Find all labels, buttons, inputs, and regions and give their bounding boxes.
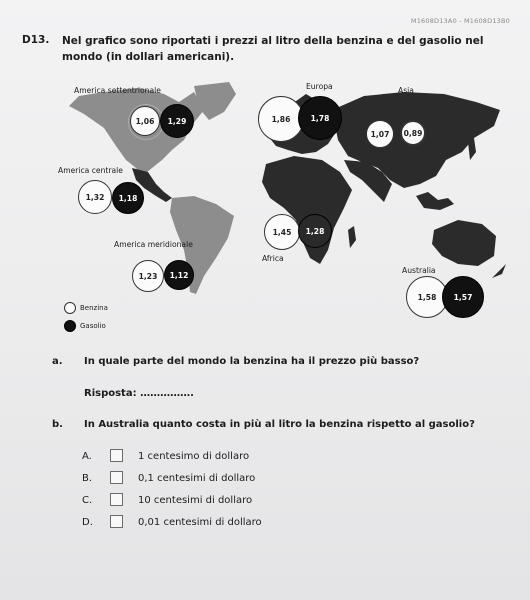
bubble-gasolio-central-america: 1,18 bbox=[112, 182, 144, 214]
part-b-text: In Australia quanto costa in più al litro la benzina rispetto al gasolio? bbox=[84, 419, 475, 430]
label-australia: Australia bbox=[402, 266, 436, 275]
option-a-letter: A. bbox=[82, 451, 92, 462]
answer-field[interactable]: Risposta: ……………. bbox=[84, 388, 194, 399]
question-text: Nel grafico sono riportati i prezzi al litro della benzina e del gasolio nel mondo (in dollari americani). bbox=[62, 35, 484, 63]
part-a-letter: a. bbox=[52, 356, 63, 367]
bubble-gasolio-europe: 1,78 bbox=[298, 96, 342, 140]
legend-gasolio-label: Gasolio bbox=[80, 322, 106, 330]
legend-benzina-swatch bbox=[64, 302, 76, 314]
bubble-gasolio-south-america: 1,12 bbox=[164, 260, 194, 290]
world-fuel-price-map bbox=[44, 80, 514, 330]
option-d-text: 0,01 centesimi di dollaro bbox=[138, 517, 262, 528]
part-a-text: In quale parte del mondo la benzina ha il prezzo più basso? bbox=[84, 356, 420, 367]
part-b-letter: b. bbox=[52, 419, 63, 430]
label-south-america: America meridionale bbox=[114, 240, 193, 249]
item-code: M1608D13A0 - M1608D13B0 bbox=[410, 17, 510, 25]
bubble-benzina-south-america: 1,23 bbox=[132, 260, 164, 292]
option-b-text: 0,1 centesimi di dollaro bbox=[138, 473, 256, 484]
question-number: D13. bbox=[22, 34, 50, 46]
option-b-letter: B. bbox=[82, 473, 93, 484]
bubble-gasolio-africa: 1,28 bbox=[298, 214, 332, 248]
new-zealand-shape bbox=[492, 264, 506, 278]
bubble-gasolio-north-america: 1,29 bbox=[160, 104, 194, 138]
bubble-benzina-africa: 1,45 bbox=[264, 214, 300, 250]
option-d-checkbox[interactable] bbox=[110, 515, 123, 528]
option-c-checkbox[interactable] bbox=[110, 493, 123, 506]
bubble-benzina-europe: 1,86 bbox=[258, 96, 304, 142]
australia-shape bbox=[432, 220, 496, 266]
bubble-benzina-central-america: 1,32 bbox=[78, 180, 112, 214]
option-c-letter: C. bbox=[82, 495, 93, 506]
label-asia: Asia bbox=[398, 86, 414, 95]
option-d-letter: D. bbox=[82, 517, 93, 528]
option-a-text: 1 centesimo di dollaro bbox=[138, 451, 250, 462]
bubble-benzina-australia: 1,58 bbox=[406, 276, 448, 318]
madagascar-shape bbox=[348, 226, 356, 248]
southeast-asia-islands-shape bbox=[416, 192, 454, 210]
legend-benzina-label: Benzina bbox=[80, 304, 108, 312]
japan-shape bbox=[468, 138, 476, 160]
label-north-america: America settentrionale bbox=[74, 86, 161, 95]
legend-gasolio-swatch bbox=[64, 320, 76, 332]
bubble-gasolio-asia: 0,89 bbox=[400, 120, 426, 146]
label-europe: Europa bbox=[306, 82, 333, 91]
label-central-america: America centrale bbox=[58, 166, 123, 175]
bubble-gasolio-australia: 1,57 bbox=[442, 276, 484, 318]
label-africa: Africa bbox=[262, 254, 284, 263]
option-a-checkbox[interactable] bbox=[110, 449, 123, 462]
bubble-benzina-north-america: 1,06 bbox=[130, 106, 160, 136]
bubble-benzina-asia: 1,07 bbox=[366, 120, 394, 148]
option-b-checkbox[interactable] bbox=[110, 471, 123, 484]
option-c-text: 10 centesimi di dollaro bbox=[138, 495, 253, 506]
